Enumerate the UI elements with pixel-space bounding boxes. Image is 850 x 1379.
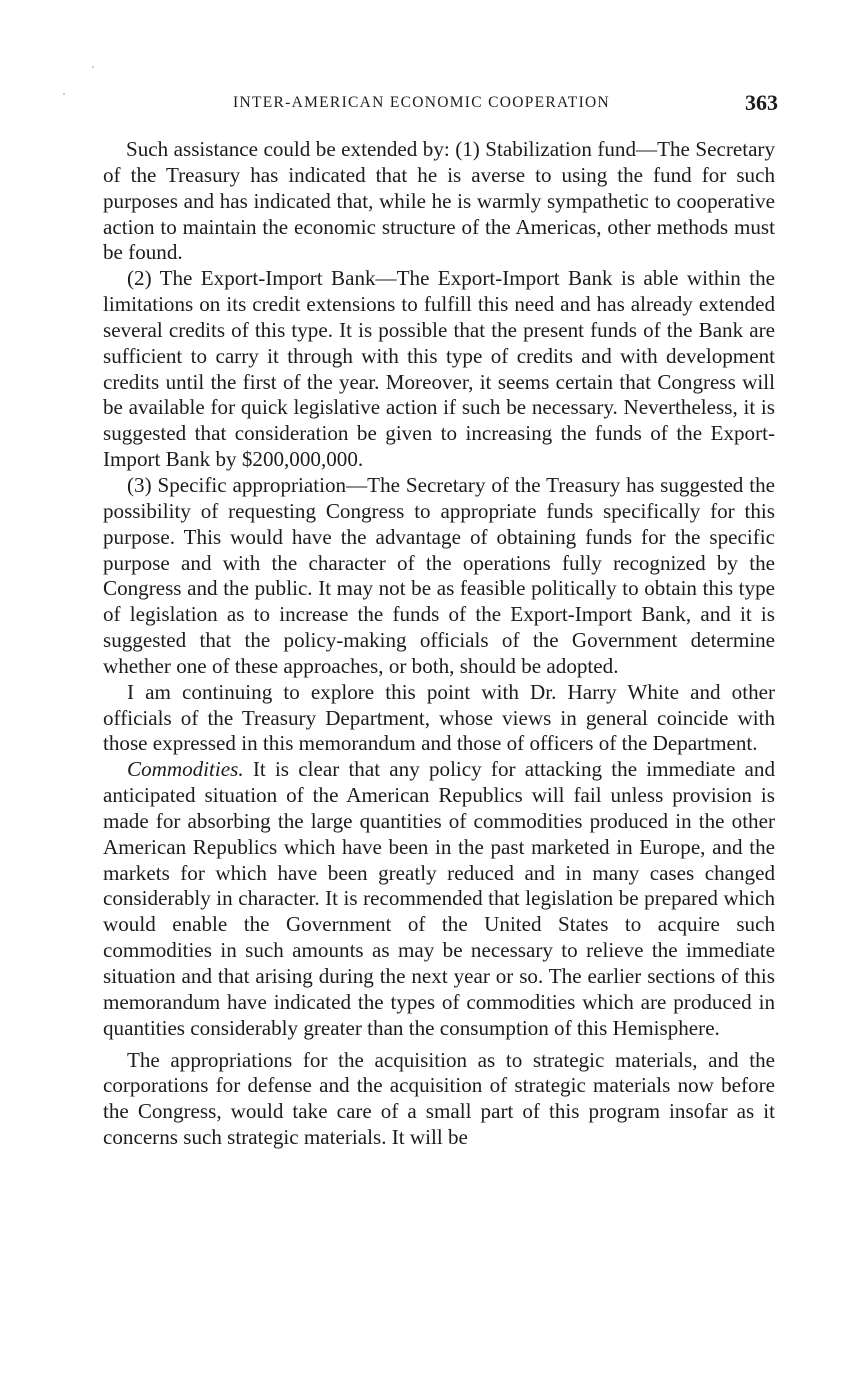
body-text [103, 137, 775, 1151]
paragraph-stabilization-fund: Such assistance could be extended by: (1) Stabilization fund—The Secretary of the Treasury has indicated that he is averse to using the fund for such purposes and has indicated that, while he is warmly sympathetic to cooperative action to maintain the economic structure of the Americas, other methods must be found. [103, 137, 775, 265]
page-number: 363 [745, 90, 778, 115]
scan-speck [92, 66, 94, 68]
run-in-heading: Commodities. [127, 757, 244, 782]
paragraph-commodities-text: It is clear that any policy for attacking the immediate and anticipated situation of the American Republics will fail unless provision is made for absorbing the large quantities of commodities produced in the other American Republics which have been in the past marketed in Europe, and the markets for which have been greatly reduced and in many cases changed considerably in character. It is recommended that legislation be prepared which would enable the Government of the United States to acquire such commodities in such amounts as may be necessary to relieve the immediate situation and that arising during the next year or so. The earlier sections of this memorandum have indicated the types of commodities which are produced in quantities considerably greater than the consumption of this Hemisphere. [103, 757, 775, 1040]
paragraph-specific-appropriation: (3) Specific appropriation—The Secretary of the Treasury has suggested the possibility of requesting Congress to appropriate funds specifically for this purpose. This would have the advantage of obtaining funds for the specific purpose and with the character of the operations fully recognized by the Congress and the public. It may not be as feasible politically to obtain this type of legislation as to increase the funds of the Export-Import Bank, and it is suggested that the policy-making officials of the Government determine whether one of these approaches, or both, should be adopted. [103, 472, 775, 678]
paragraph-export-import-bank: (2) The Export-Import Bank—The Export-Import Bank is able within the limitations on its credit extensions to fulfill this need and has already extended several credits of this type. It is possible that the present funds of the Bank are sufficient to carry it through with this type of credits and with development credits until the first of the year. Moreover, it seems certain that Congress will be available for quick legislative action if such be necessary. Nevertheless, it is suggested that consideration be given to increasing the funds of the Export-Import Bank by $200,000,000. [103, 266, 775, 472]
paragraph-commodities [103, 757, 775, 1041]
paragraph-strategic-materials: The appropriations for the acquisition as to strategic materials, and the corporations for defense and the acquisition of strategic materials now before the Congress, would take care of a small part of this program insofar as it concerns such strategic materials. It will be [103, 1047, 775, 1150]
running-title: INTER-AMERICAN ECONOMIC COOPERATION [233, 94, 611, 111]
scan-speck [63, 93, 65, 95]
paragraph-treasury-consultation: I am continuing to explore this point with Dr. Harry White and other officials of the Treasury Department, whose views in general coincide with those expressed in this memorandum and those of officers of the Department. [103, 679, 775, 756]
running-head [103, 90, 778, 120]
